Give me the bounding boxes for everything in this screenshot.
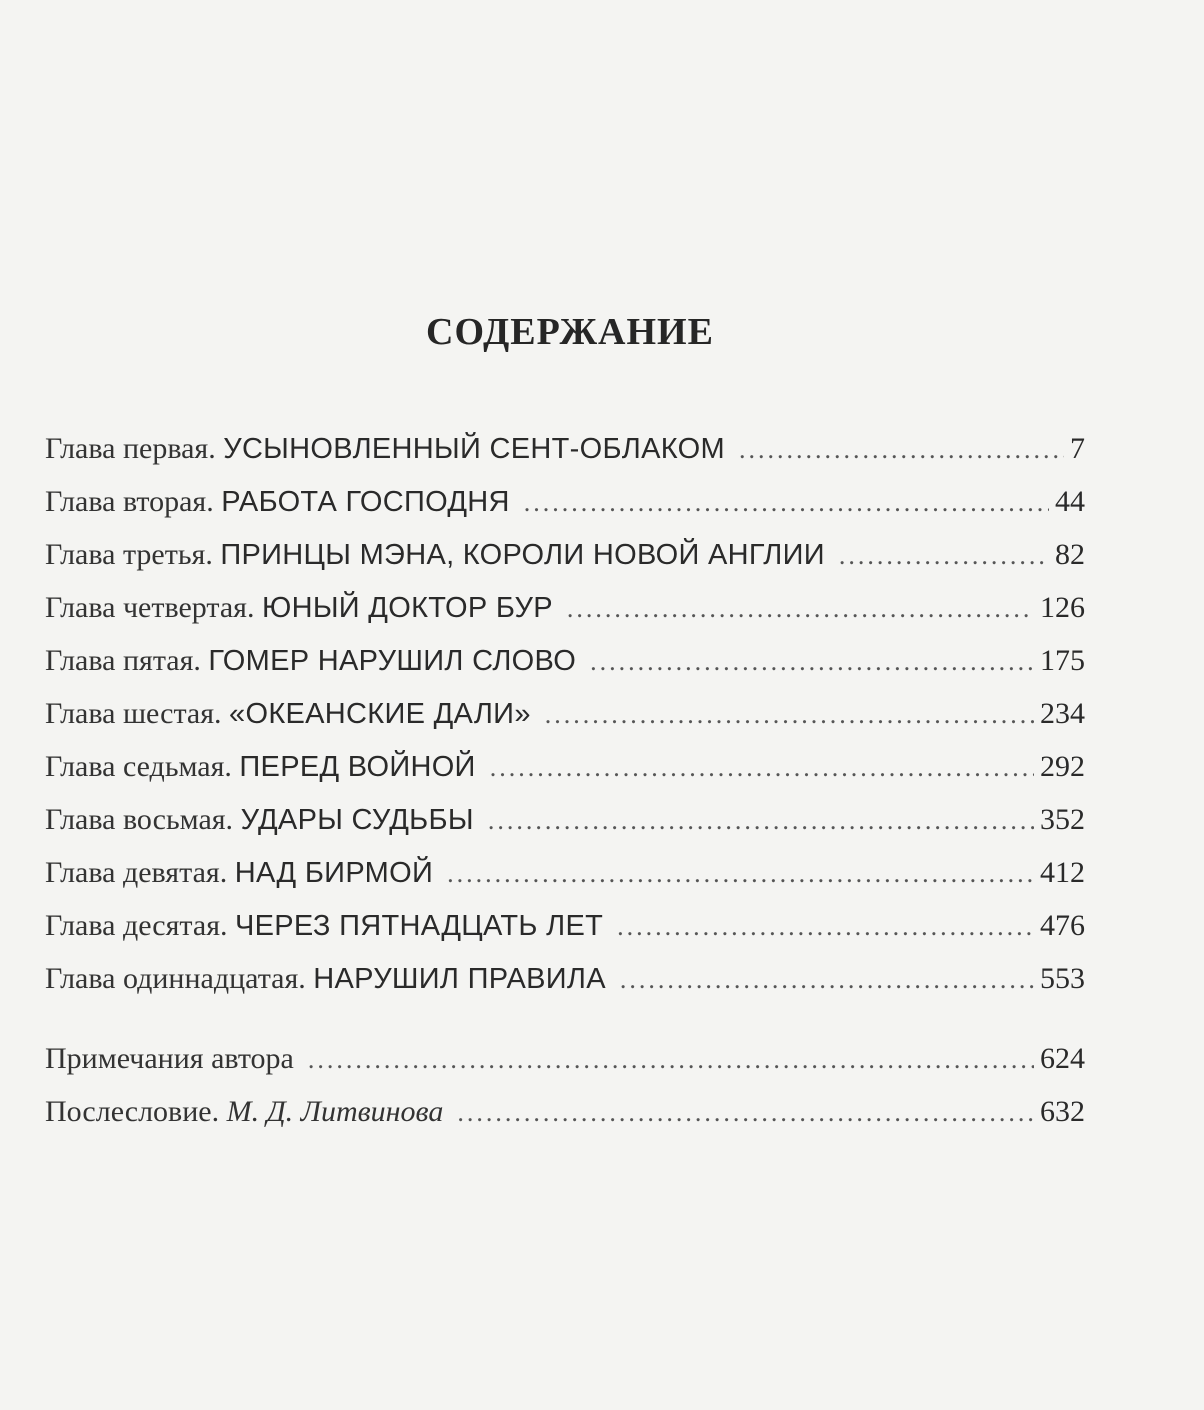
entry-label: Послесловие.: [45, 1095, 227, 1128]
chapter-prefix: Глава вторая.: [45, 485, 222, 518]
dot-leader: [488, 806, 1034, 836]
chapter-title: РАБОТА ГОСПОДНЯ: [221, 486, 510, 518]
toc-entry: [45, 485, 1085, 538]
dot-leader: [524, 488, 1049, 518]
toc-entry: [45, 856, 1085, 909]
chapter-title: НАД БИРМОЙ: [234, 857, 434, 889]
dot-leader: [308, 1045, 1034, 1075]
chapter-title: УСЫНОВЛЕННЫЙ СЕНТ-ОБЛАКОМ: [223, 433, 725, 465]
page-number: 44: [1055, 485, 1085, 518]
chapter-title: ЧЕРЕЗ ПЯТНАДЦАТЬ ЛЕТ: [235, 910, 604, 942]
chapter-title: «ОКЕАНСКИЕ ДАЛИ»: [229, 698, 531, 730]
toc-title: СОДЕРЖАНИЕ: [426, 311, 714, 353]
toc-entry: [45, 962, 1085, 1015]
page-number: 82: [1055, 538, 1085, 571]
dot-leader: [567, 594, 1034, 624]
chapter-prefix: Глава седьмая.: [45, 750, 240, 783]
toc-entry: [45, 803, 1085, 856]
page-number: 476: [1040, 909, 1085, 942]
chapter-prefix: Глава первая.: [45, 432, 224, 465]
page-number: 292: [1040, 750, 1085, 783]
toc-chapter-list: [45, 432, 1085, 1015]
dot-leader: [617, 912, 1034, 942]
toc-entry: [45, 697, 1085, 750]
chapter-prefix: Глава пятая.: [45, 644, 209, 677]
toc-entry: [45, 591, 1085, 644]
page-number: 7: [1070, 432, 1085, 465]
dot-leader: [447, 859, 1034, 889]
page-number: 412: [1040, 856, 1085, 889]
page-number: 632: [1040, 1095, 1085, 1128]
dot-leader: [620, 965, 1034, 995]
toc-appendix-list: [45, 1042, 1085, 1148]
chapter-title: ПЕРЕД ВОЙНОЙ: [239, 751, 476, 783]
chapter-prefix: Глава восьмая.: [45, 803, 241, 836]
page-number: 352: [1040, 803, 1085, 836]
toc-entry-notes: [45, 1042, 1085, 1095]
dot-leader: [839, 541, 1049, 571]
entry-author: М. Д. Литвинова: [226, 1095, 444, 1128]
chapter-prefix: Глава шестая.: [45, 697, 230, 730]
entry-label: Примечания автора: [45, 1042, 294, 1075]
chapter-prefix: Глава третья.: [45, 538, 221, 571]
dot-leader: [490, 753, 1034, 783]
dot-leader: [739, 435, 1064, 465]
dot-leader: [457, 1098, 1034, 1128]
page-number: 553: [1040, 962, 1085, 995]
chapter-title: ПРИНЦЫ МЭНА, КОРОЛИ НОВОЙ АНГЛИИ: [220, 539, 825, 571]
toc-entry: [45, 432, 1085, 485]
dot-leader: [545, 700, 1034, 730]
page-number: 126: [1040, 591, 1085, 624]
chapter-prefix: Глава девятая.: [45, 856, 235, 889]
chapter-title: НАРУШИЛ ПРАВИЛА: [313, 963, 606, 995]
toc-entry: [45, 644, 1085, 697]
dot-leader: [590, 647, 1034, 677]
toc-entry-afterword: [45, 1095, 1085, 1148]
chapter-prefix: Глава одиннадцатая.: [45, 962, 314, 995]
chapter-title: ГОМЕР НАРУШИЛ СЛОВО: [208, 645, 577, 677]
chapter-title: УДАРЫ СУДЬБЫ: [240, 804, 474, 836]
chapter-title: ЮНЫЙ ДОКТОР БУР: [261, 592, 553, 624]
toc-entry: [45, 750, 1085, 803]
page-number: 234: [1040, 697, 1085, 730]
chapter-prefix: Глава четвертая.: [45, 591, 262, 624]
page-number: 624: [1040, 1042, 1085, 1075]
toc-entry: [45, 909, 1085, 962]
page-number: 175: [1040, 644, 1085, 677]
chapter-prefix: Глава десятая.: [45, 909, 235, 942]
toc-entry: [45, 538, 1085, 591]
